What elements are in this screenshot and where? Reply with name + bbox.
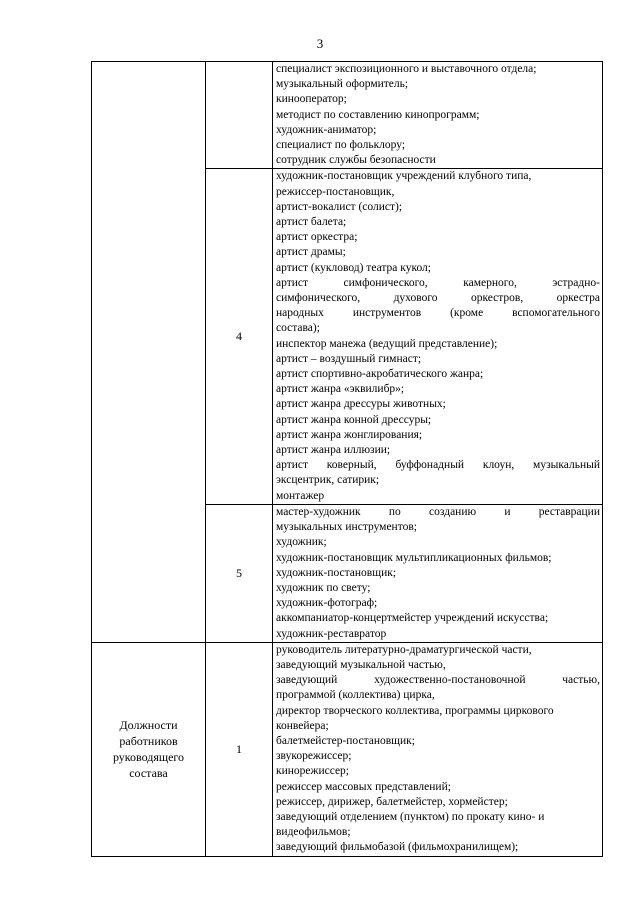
position-line: звукорежиссер; xyxy=(276,750,352,763)
position-line: видеофильмов; xyxy=(276,826,351,839)
position-line: художник; xyxy=(276,536,327,549)
category-cell-empty xyxy=(92,62,206,643)
category-cell xyxy=(92,642,206,856)
position-line: балетмейстер-постановщик; xyxy=(276,734,415,747)
category-label-line: Должности xyxy=(119,718,178,733)
group-cell: 4 xyxy=(206,169,273,504)
position-line: заведующий музыкальной частью, xyxy=(276,658,446,671)
position-line: кинооператор; xyxy=(276,93,347,106)
position-line: артист (кукловод) театра кукол; xyxy=(276,261,431,274)
position-line: монтажер xyxy=(276,489,325,502)
position-line: художник-постановщик учреждений клубного типа, xyxy=(276,170,532,183)
position-line: артист спортивно-акробатического жанра; xyxy=(276,368,484,381)
position-line: руководитель литературно-драматургической части, xyxy=(276,643,532,656)
position-line: артист – воздушный гимнаст; xyxy=(276,352,422,365)
positions-table xyxy=(91,61,603,857)
position-line: музыкальный оформитель; xyxy=(276,78,409,91)
group-cell xyxy=(206,62,273,169)
position-line: конвейера; xyxy=(276,719,329,732)
position-line: художник-постановщик мультипликационных фильмов; xyxy=(276,551,552,564)
position-line: художник по свету; xyxy=(276,581,371,594)
page-number: 3 xyxy=(316,36,324,51)
group-cell: 5 xyxy=(206,504,273,642)
category-label-line: работников xyxy=(119,734,178,749)
position-line: артист жанра «эквилибр»; xyxy=(276,383,405,396)
position-line: артист балета; xyxy=(276,216,347,229)
position-line: заведующий художественно-постановочной частью, xyxy=(276,674,600,687)
position-line: артист оркестра; xyxy=(276,231,358,244)
position-line: специалист экспозиционного и выставочного отдела; xyxy=(276,63,537,75)
position-line: специалист по фольклору; xyxy=(276,139,406,152)
position-line: эксцентрик, сатирик; xyxy=(276,474,380,487)
group-cell: 1 xyxy=(206,642,273,856)
category-label-line: руководящего xyxy=(112,750,185,765)
position-line: аккомпаниатор-концертмейстер учреждений искусства; xyxy=(276,612,549,625)
position-line: мастер-художник по созданию и реставрации xyxy=(276,505,600,518)
position-line: методист по составлению кинопрограмм; xyxy=(276,108,480,121)
position-line: режиссер-постановщик, xyxy=(276,185,395,198)
position-line: артист жанра иллюзии; xyxy=(276,444,391,457)
position-line: музыкальных инструментов; xyxy=(276,521,417,534)
position-line: артист жанра конной дрессуры; xyxy=(276,413,432,426)
position-line: директор творческого коллектива, программы циркового xyxy=(276,704,554,717)
table-row xyxy=(92,62,603,169)
position-line: артист-вокалист (солист); xyxy=(276,200,403,213)
position-line: артист симфонического, камерного, эстрадно- xyxy=(276,276,600,289)
positions-cell xyxy=(273,169,603,504)
position-line: кинорежиссер; xyxy=(276,765,349,778)
position-line: заведующий фильмобазой (фильмохранилищем); xyxy=(276,841,519,854)
position-line: программой (коллектива) цирка, xyxy=(276,689,435,702)
position-line: симфонического, духового оркестров, оркестра xyxy=(276,292,600,305)
position-line: артист жанра дрессуры животных; xyxy=(276,398,446,411)
position-line: сотрудник службы безопасности xyxy=(276,154,436,167)
position-line: художник-постановщик; xyxy=(276,566,397,579)
position-line: художник-фотограф; xyxy=(276,597,378,610)
position-line: артист жанра жонглирования; xyxy=(276,428,423,441)
position-line: артист коверный, буффонадный клоун, музыкальный xyxy=(276,459,600,472)
positions-cell xyxy=(273,642,603,856)
position-line: художник-реставратор xyxy=(276,627,387,640)
positions-cell xyxy=(273,504,603,642)
position-line: состава); xyxy=(276,322,320,335)
position-line: инспектор манежа (ведущий представление); xyxy=(276,337,498,350)
position-line: художник-аниматор; xyxy=(276,123,377,136)
category-label-line: состава xyxy=(129,766,168,781)
position-line: народных инструментов (кроме вспомогательного xyxy=(276,307,600,320)
table-row xyxy=(92,642,603,856)
position-line: артист драмы; xyxy=(276,246,346,259)
position-line: заведующий отделением (пунктом) по прокату кино- и xyxy=(276,810,545,823)
position-line: режиссер массовых представлений; xyxy=(276,780,451,793)
positions-cell xyxy=(273,62,603,169)
position-line: режиссер, дирижер, балетмейстер, хормейстер; xyxy=(276,795,508,808)
